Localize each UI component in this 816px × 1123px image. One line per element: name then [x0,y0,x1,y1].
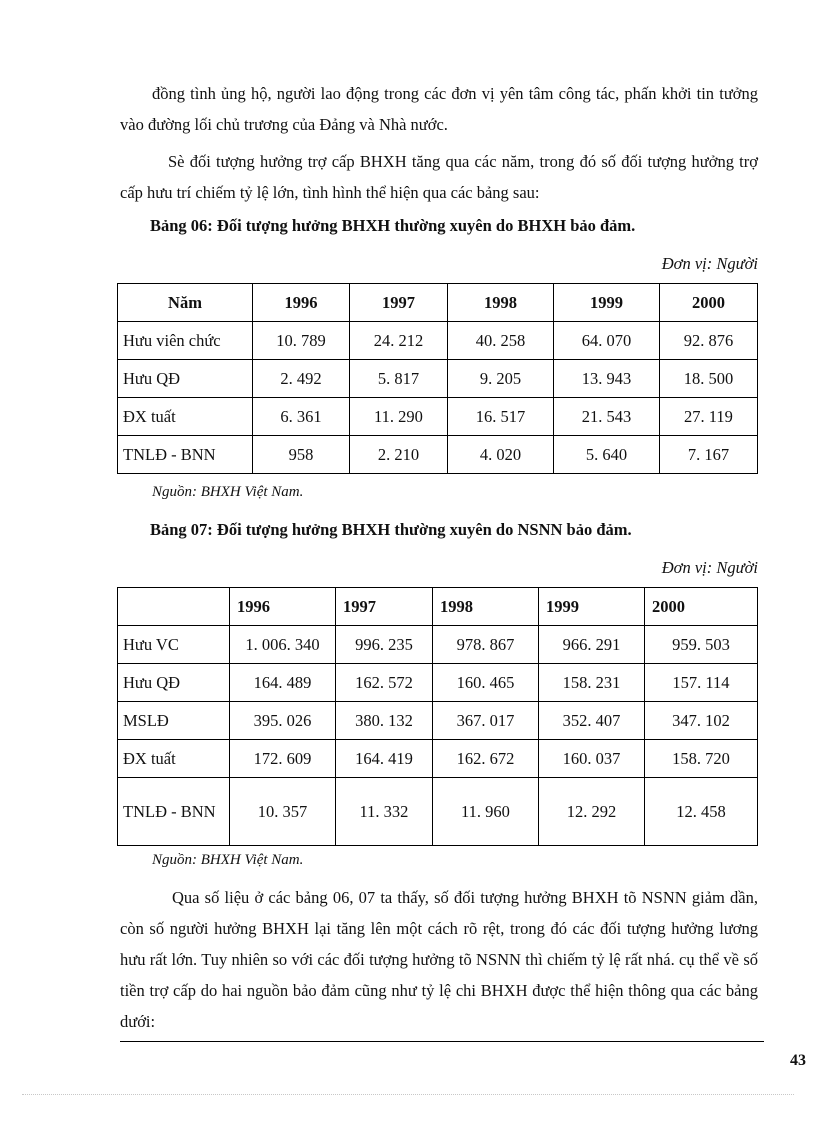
table07-row-label: Hưu VC [118,626,230,664]
table06-row-label: Hưu QĐ [118,360,253,398]
table07-row [118,702,758,740]
table07-header-cell: 1996 [230,588,336,626]
table06-cell: 958 [253,436,350,474]
table07-cell: 158. 231 [539,664,645,702]
table07-cell: 1. 006. 340 [230,626,336,664]
table06-cell: 24. 212 [350,322,448,360]
table06-unit: Đơn vị: Người [661,254,758,273]
table07-row [118,778,758,846]
table07-row-label: MSLĐ [118,702,230,740]
table07-cell: 11. 960 [433,778,539,846]
table07-cell: 978. 867 [433,626,539,664]
page-edge-dotted-line [22,1094,794,1095]
table06-cell: 21. 543 [554,398,660,436]
table06-cell: 40. 258 [448,322,554,360]
table06-title: Bảng 06: Đối tượng hưởng BHXH thường xuyên do BHXH bảo đảm. [150,216,636,235]
table07-cell: 347. 102 [645,702,758,740]
table06-cell: 10. 789 [253,322,350,360]
table07-cell: 172. 609 [230,740,336,778]
table06-header-cell: 1996 [253,284,350,322]
table06-cell: 16. 517 [448,398,554,436]
table07-header-cell: 2000 [645,588,758,626]
table07-row-label: TNLĐ - BNN [118,778,230,846]
table06-cell: 18. 500 [660,360,758,398]
table06-cell: 92. 876 [660,322,758,360]
table06-header-cell: 2000 [660,284,758,322]
table07-cell: 157. 114 [645,664,758,702]
paragraph-context: Sè đối tượng hưởng trợ cấp BHXH tăng qua các năm, trong đó số đối tượng hưởng trợ cấp hưu trí chiếm tỷ lệ lớn, tình hình thể hiện qua các bảng sau: [120,152,758,202]
table06-source: Nguồn: BHXH Việt Nam. [152,484,304,500]
table06-cell: 27. 119 [660,398,758,436]
table07-header-row [118,588,758,626]
table07-cell: 352. 407 [539,702,645,740]
table07-row [118,626,758,664]
table07-row-label: ĐX tuất [118,740,230,778]
table07-row-label: Hưu QĐ [118,664,230,702]
table07-title: Bảng 07: Đối tượng hưởng BHXH thường xuyên do NSNN bảo đảm. [150,520,632,539]
table07-header-cell: 1999 [539,588,645,626]
table06-row [118,360,758,398]
table07 [117,587,758,846]
table06-cell: 64. 070 [554,322,660,360]
table06-row-label: TNLĐ - BNN [118,436,253,474]
table07-cell: 11. 332 [336,778,433,846]
table07-body [118,588,758,846]
table07-row [118,740,758,778]
table06-header-row [118,284,758,322]
table07-cell: 158. 720 [645,740,758,778]
table07-cell: 380. 132 [336,702,433,740]
paragraph-analysis: Qua số liệu ở các bảng 06, 07 ta thấy, số đối tượng hưởng BHXH tõ NSNN giảm dần, còn số người hưởng BHXH lại tăng lên một cách rõ rệt, trong đó các đối tượng hưởng lương hưu rất lớn. Tuy nhiên so với các đối tượng hưởng tõ NSNN thì chiếm tỷ lệ rất nhá. cụ thể về số tiền trợ cấp do hai nguồn bảo đảm cũng như tỷ lệ chi BHXH được thể hiện thông qua các bảng dưới: [120,888,758,1031]
table07-cell: 12. 292 [539,778,645,846]
table07-cell: 966. 291 [539,626,645,664]
table07-cell: 996. 235 [336,626,433,664]
table07-cell: 12. 458 [645,778,758,846]
paragraph-intro: đồng tình ủng hộ, người lao động trong các đơn vị yên tâm công tác, phấn khởi tin tưởng vào đường lối chủ trương của Đảng và Nhà nước. [120,84,758,134]
table06-cell: 6. 361 [253,398,350,436]
table07-header-cell: 1998 [433,588,539,626]
table06-cell: 5. 817 [350,360,448,398]
table06-row-label: ĐX tuất [118,398,253,436]
table06-row [118,322,758,360]
table06-cell: 2. 492 [253,360,350,398]
table07-cell: 162. 572 [336,664,433,702]
table06-cell: 5. 640 [554,436,660,474]
table06-cell: 2. 210 [350,436,448,474]
table06-cell: 9. 205 [448,360,554,398]
table07-source: Nguồn: BHXH Việt Nam. [152,852,304,868]
table06-cell: 11. 290 [350,398,448,436]
table07-cell: 395. 026 [230,702,336,740]
table06-row-label: Hưu viên chức [118,322,253,360]
footer-rule [120,1041,764,1042]
page-number: 43 [790,1052,806,1069]
table06-cell: 13. 943 [554,360,660,398]
table07-cell: 164. 419 [336,740,433,778]
table07-row [118,664,758,702]
table07-cell: 10. 357 [230,778,336,846]
table07-header-cell: 1997 [336,588,433,626]
table07-cell: 160. 465 [433,664,539,702]
table07-cell: 164. 489 [230,664,336,702]
table07-cell: 959. 503 [645,626,758,664]
table07-cell: 162. 672 [433,740,539,778]
table06-cell: 7. 167 [660,436,758,474]
table06-header-cell: 1999 [554,284,660,322]
table06-header-cell: 1998 [448,284,554,322]
table07-unit: Đơn vị: Người [661,558,758,577]
table07-cell: 160. 037 [539,740,645,778]
table07-header-cell [118,588,230,626]
table06-row [118,436,758,474]
table06-row [118,398,758,436]
table06-cell: 4. 020 [448,436,554,474]
table07-cell: 367. 017 [433,702,539,740]
table06-body [118,284,758,474]
table06-header-cell: Năm [118,284,253,322]
table06 [117,283,758,474]
table06-header-cell: 1997 [350,284,448,322]
